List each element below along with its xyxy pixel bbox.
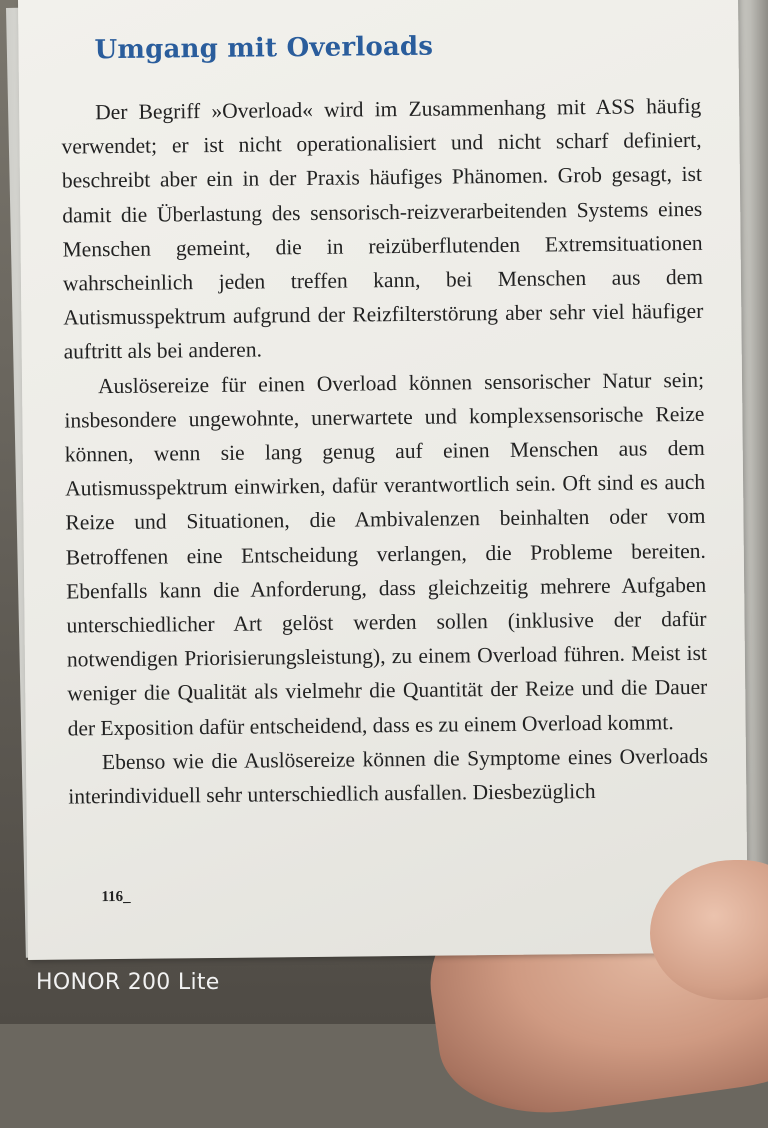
paragraph: Der Begriff »Overload« wird im Zusammenhang mit ASS häufig verwendet; er ist nicht operationalisiert und nicht scharf definiert, beschreibt aber ein in der Praxis häufiges Phänomen. Grob gesagt, ist damit die Überlastung des sensorisch-reizverarbeitenden Systems eines Menschen gemeint, die in reizüberflutenden Extremsituationen wahrscheinlich jeden treffen kann, bei Menschen aus dem Autismusspektrum aufgrund der Reizfilterstörung aber sehr viel häufiger auftritt als bei anderen. (61, 93, 704, 364)
camera-watermark: HONOR 200 Lite (36, 970, 220, 995)
paragraph: Auslösereize für einen Overload können sensorischer Natur sein; insbesondere ungewohnte, unerwartete und komplexsensorische Reize können, wenn sie lang genug auf einen Menschen aus dem Autismusspektrum einwirken, dafür verantwortlich sein. Oft sind es auch Reize und Situationen, die Ambivalenzen beinhalten oder vom Betroffenen eine Entscheidung verlangen, die Probleme bereiten. Ebenfalls kann die Anforderung, dass gleichzeitig mehrere Aufgaben unterschiedlicher Art gelöst werden sollen (inklusive der dafür notwendigen Priorisierungsleistung), zu einem Overload führen. Meist ist weniger die Qualität als vielmehr die Quantität der Reize und die Dauer der Exposition dafür entscheidend, dass es zu einem Overload kommt. (64, 367, 708, 741)
body-text (61, 89, 708, 814)
page-number: 116_ (101, 888, 131, 906)
paragraph: Ebenso wie die Auslösereize können die Symptome eines Overloads interindividuell sehr unterschiedlich ausfallen. Diesbezüglich (68, 743, 709, 809)
book-page (18, 0, 748, 960)
chapter-heading: Umgang mit Overloads (94, 31, 434, 66)
